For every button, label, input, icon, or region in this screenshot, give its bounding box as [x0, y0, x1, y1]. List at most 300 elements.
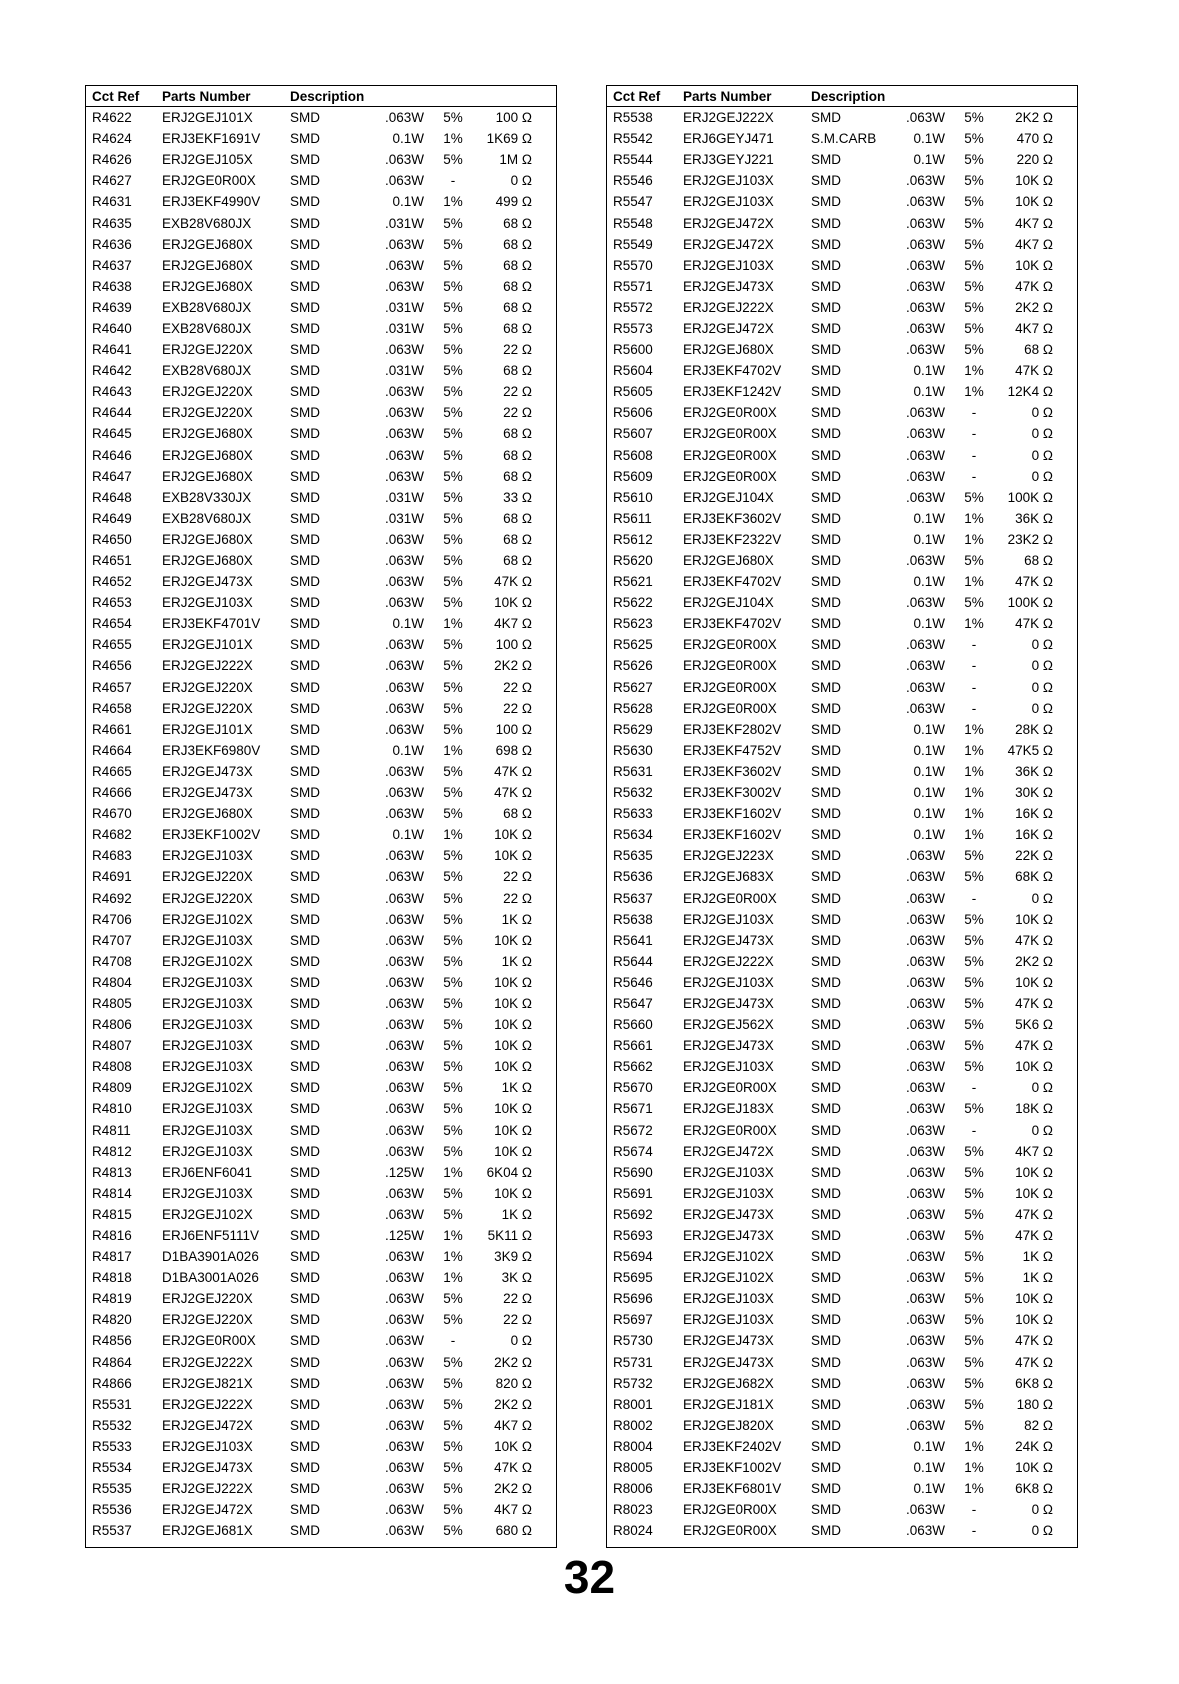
- description-cell: SMD: [290, 1228, 320, 1244]
- tolerance-cell: 5%: [964, 932, 984, 948]
- wattage-cell: 0.1W: [913, 574, 945, 590]
- description-cell: SMD: [290, 574, 320, 590]
- tolerance-cell: 5%: [443, 278, 463, 294]
- cct-ref-cell: R5637: [613, 890, 653, 906]
- description-cell: SMD: [290, 1122, 320, 1138]
- tolerance-cell: 5%: [964, 869, 984, 885]
- parts-number-cell: ERJ2GEJ472X: [683, 1143, 774, 1159]
- value-cell: 10K Ω: [494, 827, 532, 843]
- description-cell: SMD: [290, 1270, 320, 1286]
- value-cell: 0 Ω: [1031, 700, 1053, 716]
- cct-ref-cell: R4708: [92, 953, 132, 969]
- description-cell: SMD: [811, 1270, 841, 1286]
- wattage-cell: .063W: [384, 1333, 424, 1349]
- cct-ref-cell: R4647: [92, 468, 132, 484]
- parts-number-cell: ERJ2GEJ820X: [683, 1417, 774, 1433]
- parts-number-cell: ERJ3EKF1002V: [162, 827, 261, 843]
- description-cell: SMD: [811, 1312, 841, 1328]
- cct-ref-cell: R4815: [92, 1206, 132, 1222]
- parts-number-cell: ERJ3EKF4702V: [683, 363, 782, 379]
- table-row: [607, 655, 1078, 676]
- wattage-cell: .031W: [384, 215, 424, 231]
- cct-ref-cell: R5732: [613, 1375, 653, 1391]
- description-cell: SMD: [290, 553, 320, 569]
- table-row: [607, 1014, 1078, 1035]
- cct-ref-cell: R4626: [92, 152, 132, 168]
- cct-ref-cell: R5633: [613, 806, 653, 822]
- description-cell: SMD: [811, 995, 841, 1011]
- tolerance-cell: -: [971, 426, 977, 442]
- table-row: [607, 466, 1078, 487]
- tolerance-cell: 5%: [964, 1206, 984, 1222]
- cct-ref-cell: R5605: [613, 384, 653, 400]
- description-cell: SMD: [811, 721, 841, 737]
- value-cell: 0 Ω: [1031, 679, 1053, 695]
- wattage-cell: .063W: [384, 1502, 424, 1518]
- tolerance-cell: 5%: [443, 721, 463, 737]
- table-row: [607, 698, 1078, 719]
- header-cct-ref: Cct Ref: [607, 86, 678, 107]
- parts-number-cell: ERJ2GEJ473X: [683, 995, 774, 1011]
- tolerance-cell: 1%: [443, 1228, 463, 1244]
- wattage-cell: .063W: [905, 1312, 945, 1328]
- parts-number-cell: D1BA3901A026: [162, 1249, 259, 1265]
- cct-ref-cell: R4642: [92, 363, 132, 379]
- value-cell: 10K Ω: [494, 1017, 532, 1033]
- parts-number-cell: ERJ2GE0R00X: [683, 1502, 777, 1518]
- description-cell: SMD: [811, 553, 841, 569]
- cct-ref-cell: R4864: [92, 1354, 132, 1370]
- cct-ref-cell: R4627: [92, 173, 132, 189]
- tolerance-cell: 5%: [964, 320, 984, 336]
- description-cell: SMD: [811, 637, 841, 653]
- wattage-cell: 0.1W: [913, 510, 945, 526]
- wattage-cell: 0.1W: [913, 742, 945, 758]
- parts-number-cell: ERJ2GEJ680X: [162, 236, 253, 252]
- table-row: [607, 128, 1078, 149]
- parts-number-cell: ERJ3GEYJ221: [683, 152, 774, 168]
- value-cell: 10K Ω: [1015, 257, 1053, 273]
- table-row: [86, 845, 557, 866]
- table-row: [607, 1330, 1078, 1351]
- wattage-cell: .063W: [384, 869, 424, 885]
- wattage-cell: .063W: [905, 173, 945, 189]
- wattage-cell: .063W: [905, 1059, 945, 1075]
- value-cell: 0 Ω: [1031, 447, 1053, 463]
- table-row: [86, 339, 557, 360]
- parts-number-cell: ERJ2GEJ220X: [162, 1291, 253, 1307]
- tolerance-cell: 5%: [964, 995, 984, 1011]
- description-cell: SMD: [811, 1291, 841, 1307]
- cct-ref-cell: R4636: [92, 236, 132, 252]
- description-cell: SMD: [290, 679, 320, 695]
- description-cell: SMD: [811, 869, 841, 885]
- description-cell: SMD: [290, 299, 320, 315]
- parts-number-cell: ERJ2GEJ103X: [162, 1438, 253, 1454]
- wattage-cell: .063W: [384, 848, 424, 864]
- parts-number-cell: ERJ2GEJ103X: [162, 1143, 253, 1159]
- tolerance-cell: 5%: [964, 194, 984, 210]
- cct-ref-cell: R4691: [92, 869, 132, 885]
- tolerance-cell: 1%: [443, 194, 463, 210]
- cct-ref-cell: R4631: [92, 194, 132, 210]
- tolerance-cell: 5%: [964, 1417, 984, 1433]
- parts-number-cell: ERJ2GE0R00X: [162, 1333, 256, 1349]
- cct-ref-cell: R5690: [613, 1164, 653, 1180]
- value-cell: 3K9 Ω: [494, 1249, 532, 1265]
- tolerance-cell: 5%: [964, 1101, 984, 1117]
- cct-ref-cell: R5625: [613, 637, 653, 653]
- wattage-cell: .063W: [905, 658, 945, 674]
- value-cell: 1K69 Ω: [486, 131, 532, 147]
- tolerance-cell: 5%: [443, 426, 463, 442]
- wattage-cell: .063W: [384, 806, 424, 822]
- table-row: [607, 1162, 1078, 1183]
- cct-ref-cell: R4637: [92, 257, 132, 273]
- wattage-cell: .063W: [905, 320, 945, 336]
- wattage-cell: .063W: [384, 405, 424, 421]
- description-cell: SMD: [290, 763, 320, 779]
- wattage-cell: .063W: [905, 595, 945, 611]
- parts-number-cell: ERJ2GEJ103X: [683, 1312, 774, 1328]
- parts-number-cell: ERJ2GEJ220X: [162, 405, 253, 421]
- description-cell: SMD: [811, 257, 841, 273]
- parts-number-cell: ERJ2GEJ102X: [162, 1206, 253, 1222]
- table-row: [86, 1120, 557, 1141]
- description-cell: SMD: [811, 953, 841, 969]
- wattage-cell: .063W: [905, 236, 945, 252]
- cct-ref-cell: R5570: [613, 257, 653, 273]
- tolerance-cell: 5%: [443, 510, 463, 526]
- wattage-cell: .063W: [384, 173, 424, 189]
- description-cell: SMD: [290, 363, 320, 379]
- value-cell: 4K7 Ω: [1015, 236, 1053, 252]
- table-row: [86, 1309, 557, 1330]
- table-row: [607, 170, 1078, 191]
- cct-ref-cell: R4654: [92, 616, 132, 632]
- parts-number-cell: ERJ2GEJ680X: [162, 806, 253, 822]
- value-cell: 6K04 Ω: [486, 1164, 532, 1180]
- description-cell: SMD: [811, 911, 841, 927]
- parts-number-cell: ERJ6ENF5111V: [162, 1228, 260, 1244]
- cct-ref-cell: R4683: [92, 848, 132, 864]
- parts-number-cell: ERJ2GEJ562X: [683, 1017, 774, 1033]
- description-cell: SMD: [811, 489, 841, 505]
- description-cell: SMD: [811, 1101, 841, 1117]
- value-cell: 5K11 Ω: [487, 1228, 532, 1244]
- value-cell: 47K Ω: [494, 1460, 532, 1476]
- value-cell: 47K Ω: [1015, 995, 1053, 1011]
- description-cell: SMD: [811, 827, 841, 843]
- table-row: [607, 993, 1078, 1014]
- parts-number-cell: EXB28V680JX: [162, 363, 252, 379]
- table-row: [86, 887, 557, 908]
- value-cell: 68 Ω: [503, 553, 532, 569]
- tolerance-cell: -: [971, 405, 977, 421]
- cct-ref-cell: R4692: [92, 890, 132, 906]
- cct-ref-cell: R5660: [613, 1017, 653, 1033]
- value-cell: 68 Ω: [503, 278, 532, 294]
- parts-number-cell: ERJ2GEJ681X: [162, 1523, 253, 1539]
- value-cell: 47K Ω: [1015, 932, 1053, 948]
- cct-ref-cell: R5694: [613, 1249, 653, 1265]
- value-cell: 47K Ω: [494, 785, 532, 801]
- table-row: [607, 318, 1078, 339]
- wattage-cell: .063W: [384, 721, 424, 737]
- cct-ref-cell: R5600: [613, 342, 653, 358]
- cct-ref-cell: R5641: [613, 932, 653, 948]
- table-row: [607, 592, 1078, 613]
- wattage-cell: .063W: [384, 1038, 424, 1054]
- wattage-cell: .063W: [905, 278, 945, 294]
- table-row: [607, 803, 1078, 824]
- tolerance-cell: 5%: [964, 173, 984, 189]
- parts-number-cell: ERJ2GEJ104X: [683, 489, 774, 505]
- wattage-cell: .063W: [905, 1354, 945, 1370]
- tolerance-cell: 1%: [964, 510, 984, 526]
- cct-ref-cell: R4624: [92, 131, 132, 147]
- cct-ref-cell: R4649: [92, 510, 132, 526]
- parts-number-cell: ERJ2GEJ222X: [683, 299, 774, 315]
- cct-ref-cell: R5537: [92, 1523, 132, 1539]
- value-cell: 10K Ω: [494, 1143, 532, 1159]
- table-row: [86, 381, 557, 402]
- value-cell: 47K5 Ω: [1007, 742, 1053, 758]
- wattage-cell: .063W: [905, 1017, 945, 1033]
- value-cell: 47K Ω: [1015, 1206, 1053, 1222]
- table-row: [607, 1098, 1078, 1119]
- parts-number-cell: ERJ2GE0R00X: [683, 468, 777, 484]
- parts-number-cell: ERJ2GEJ102X: [683, 1249, 774, 1265]
- table-row: [607, 1225, 1078, 1246]
- description-cell: SMD: [811, 342, 841, 358]
- cct-ref-cell: R4661: [92, 721, 132, 737]
- cct-ref-cell: R5628: [613, 700, 653, 716]
- table-row: [607, 550, 1078, 571]
- description-cell: SMD: [811, 974, 841, 990]
- cct-ref-cell: R4635: [92, 215, 132, 231]
- wattage-cell: .063W: [384, 1523, 424, 1539]
- cct-ref-cell: R5626: [613, 658, 653, 674]
- cct-ref-cell: R5731: [613, 1354, 653, 1370]
- value-cell: 68 Ω: [503, 320, 532, 336]
- wattage-cell: .063W: [384, 1080, 424, 1096]
- tolerance-cell: 5%: [964, 257, 984, 273]
- tolerance-cell: 5%: [443, 911, 463, 927]
- value-cell: 47K Ω: [1015, 574, 1053, 590]
- wattage-cell: .063W: [905, 1502, 945, 1518]
- parts-number-cell: ERJ3EKF1602V: [683, 806, 782, 822]
- description-cell: SMD: [290, 1249, 320, 1265]
- parts-number-cell: ERJ3EKF2402V: [683, 1438, 782, 1454]
- description-cell: SMD: [811, 1375, 841, 1391]
- description-cell: SMD: [811, 1228, 841, 1244]
- table-row: [607, 719, 1078, 740]
- value-cell: 10K Ω: [494, 932, 532, 948]
- wattage-cell: .063W: [384, 953, 424, 969]
- wattage-cell: .063W: [384, 890, 424, 906]
- cct-ref-cell: R5629: [613, 721, 653, 737]
- tolerance-cell: 5%: [443, 1502, 463, 1518]
- description-cell: SMD: [811, 468, 841, 484]
- value-cell: 47K Ω: [1015, 1228, 1053, 1244]
- parts-number-cell: ERJ2GEJ473X: [683, 1038, 774, 1054]
- value-cell: 47K Ω: [1015, 278, 1053, 294]
- tolerance-cell: 5%: [443, 257, 463, 273]
- tolerance-cell: 5%: [443, 531, 463, 547]
- value-cell: 30K Ω: [1015, 785, 1053, 801]
- parts-number-cell: ERJ3EKF1002V: [683, 1460, 782, 1476]
- cct-ref-cell: R4816: [92, 1228, 132, 1244]
- parts-number-cell: ERJ3EKF4752V: [683, 742, 782, 758]
- table-row: [607, 1457, 1078, 1478]
- tolerance-cell: 5%: [443, 953, 463, 969]
- cct-ref-cell: R4665: [92, 763, 132, 779]
- value-cell: 10K Ω: [1015, 1185, 1053, 1201]
- wattage-cell: .063W: [384, 553, 424, 569]
- parts-table-right: [606, 85, 1078, 1548]
- description-cell: SMD: [290, 1438, 320, 1454]
- cct-ref-cell: R5532: [92, 1417, 132, 1433]
- header-parts-number: Parts Number: [156, 86, 284, 107]
- value-cell: 4K7 Ω: [494, 1417, 532, 1433]
- cct-ref-cell: R4809: [92, 1080, 132, 1096]
- table-row: [86, 128, 557, 149]
- parts-number-cell: ERJ2GE0R00X: [683, 890, 777, 906]
- parts-number-cell: ERJ2GEJ473X: [683, 1228, 774, 1244]
- wattage-cell: .063W: [384, 257, 424, 273]
- table-row: [86, 1288, 557, 1309]
- cct-ref-cell: R4645: [92, 426, 132, 442]
- table-row: [607, 866, 1078, 887]
- value-cell: 6K8 Ω: [1015, 1375, 1053, 1391]
- table-row: [607, 360, 1078, 381]
- table-row: [607, 1267, 1078, 1288]
- tolerance-cell: 5%: [443, 1038, 463, 1054]
- cct-ref-cell: R8024: [613, 1523, 653, 1539]
- description-cell: SMD: [290, 1396, 320, 1412]
- tolerance-cell: 5%: [443, 236, 463, 252]
- wattage-cell: .063W: [384, 574, 424, 590]
- wattage-cell: .063W: [384, 1017, 424, 1033]
- table-row: [607, 297, 1078, 318]
- parts-number-cell: ERJ2GEJ103X: [683, 194, 774, 210]
- value-cell: 10K Ω: [1015, 911, 1053, 927]
- cct-ref-cell: R5609: [613, 468, 653, 484]
- tolerance-cell: 1%: [964, 785, 984, 801]
- value-cell: 220 Ω: [1016, 152, 1053, 168]
- value-cell: 5K6 Ω: [1015, 1017, 1053, 1033]
- wattage-cell: .063W: [384, 278, 424, 294]
- cct-ref-cell: R5533: [92, 1438, 132, 1454]
- parts-number-cell: ERJ2GEJ101X: [162, 721, 253, 737]
- cct-ref-cell: R5535: [92, 1481, 132, 1497]
- description-cell: SMD: [811, 616, 841, 632]
- tolerance-cell: 5%: [443, 1396, 463, 1412]
- table-row: [607, 423, 1078, 444]
- value-cell: 4K7 Ω: [494, 1502, 532, 1518]
- parts-number-cell: ERJ2GEJ472X: [683, 320, 774, 336]
- parts-number-cell: ERJ2GEJ473X: [162, 763, 253, 779]
- tolerance-cell: 5%: [964, 299, 984, 315]
- value-cell: 68K Ω: [1015, 869, 1053, 885]
- value-cell: 47K Ω: [1015, 1354, 1053, 1370]
- value-cell: 0 Ω: [1031, 1080, 1053, 1096]
- parts-number-cell: ERJ2GEJ104X: [683, 595, 774, 611]
- wattage-cell: .063W: [384, 152, 424, 168]
- parts-number-cell: ERJ2GEJ473X: [683, 278, 774, 294]
- tolerance-cell: 5%: [443, 869, 463, 885]
- parts-number-cell: ERJ2GEJ680X: [162, 257, 253, 273]
- tolerance-cell: 5%: [443, 806, 463, 822]
- parts-number-cell: ERJ3EKF4990V: [162, 194, 261, 210]
- table-row: [607, 972, 1078, 993]
- description-cell: SMD: [290, 932, 320, 948]
- description-cell: SMD: [811, 1185, 841, 1201]
- tolerance-cell: 5%: [964, 1291, 984, 1307]
- cct-ref-cell: R5573: [613, 320, 653, 336]
- value-cell: 10K Ω: [494, 995, 532, 1011]
- parts-number-cell: ERJ2GEJ220X: [162, 679, 253, 695]
- wattage-cell: .063W: [384, 1206, 424, 1222]
- wattage-cell: .031W: [384, 489, 424, 505]
- wattage-cell: .063W: [905, 257, 945, 273]
- tolerance-cell: 5%: [964, 278, 984, 294]
- cct-ref-cell: R5730: [613, 1333, 653, 1349]
- description-cell: SMD: [290, 1354, 320, 1370]
- parts-number-cell: ERJ2GEJ472X: [162, 1502, 253, 1518]
- tolerance-cell: 1%: [443, 827, 463, 843]
- wattage-cell: .063W: [905, 1101, 945, 1117]
- value-cell: 28K Ω: [1015, 721, 1053, 737]
- cct-ref-cell: R5635: [613, 848, 653, 864]
- parts-number-cell: ERJ2GEJ103X: [162, 1038, 253, 1054]
- wattage-cell: 0.1W: [913, 785, 945, 801]
- wattage-cell: .063W: [384, 384, 424, 400]
- wattage-cell: .063W: [905, 1164, 945, 1180]
- wattage-cell: .063W: [905, 1122, 945, 1138]
- value-cell: 680 Ω: [495, 1523, 532, 1539]
- table-row: [607, 529, 1078, 550]
- parts-number-cell: ERJ2GEJ103X: [683, 173, 774, 189]
- value-cell: 698 Ω: [495, 742, 532, 758]
- description-cell: SMD: [811, 1460, 841, 1476]
- parts-number-cell: ERJ2GEJ103X: [162, 995, 253, 1011]
- cct-ref-cell: R5646: [613, 974, 653, 990]
- description-cell: SMD: [811, 1206, 841, 1222]
- parts-number-cell: ERJ2GE0R00X: [683, 700, 777, 716]
- table-row: [607, 845, 1078, 866]
- value-cell: 10K Ω: [1015, 1460, 1053, 1476]
- value-cell: 0 Ω: [1031, 426, 1053, 442]
- tolerance-cell: -: [971, 468, 977, 484]
- value-cell: 820 Ω: [495, 1375, 532, 1391]
- parts-number-cell: ERJ2GE0R00X: [683, 658, 777, 674]
- description-cell: SMD: [811, 700, 841, 716]
- parts-number-cell: ERJ2GEJ682X: [683, 1375, 774, 1391]
- value-cell: 10K Ω: [494, 848, 532, 864]
- description-cell: SMD: [290, 468, 320, 484]
- tolerance-cell: 5%: [443, 1291, 463, 1307]
- cct-ref-cell: R5695: [613, 1270, 653, 1286]
- wattage-cell: .063W: [384, 785, 424, 801]
- parts-number-cell: ERJ2GEJ220X: [162, 384, 253, 400]
- parts-number-cell: ERJ2GEJ473X: [162, 785, 253, 801]
- cct-ref-cell: R5662: [613, 1059, 653, 1075]
- value-cell: 0 Ω: [1031, 637, 1053, 653]
- table-row: [86, 634, 557, 655]
- tolerance-cell: 5%: [443, 1312, 463, 1328]
